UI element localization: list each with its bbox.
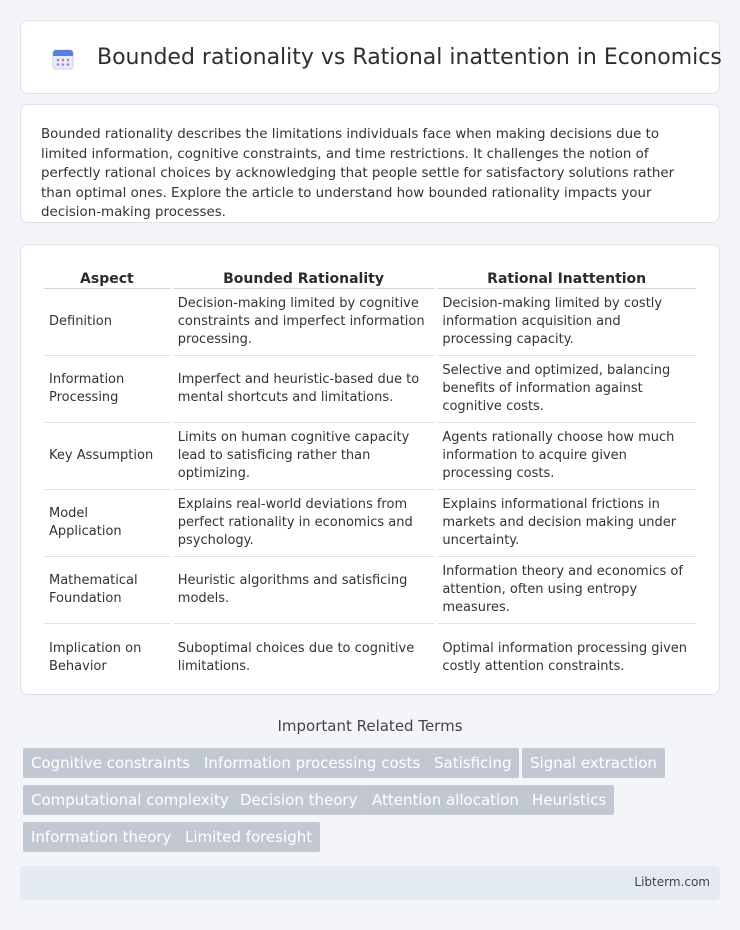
table-header-row [44,265,696,289]
row-bounded-rationality: Heuristic algorithms and satisficing models. [173,557,435,624]
comparison-table-card [20,244,720,695]
footer-site-link[interactable]: Libterm.com [634,875,710,889]
row-bounded-rationality: Imperfect and heuristic-based due to mental shortcuts and limitations. [173,356,435,423]
header-rational-inattention: Rational Inattention [437,265,696,289]
row-aspect: Information Processing [44,356,170,423]
intro-card [20,104,720,223]
row-rational-inattention: Agents rationally choose how much information to acquire given processing costs. [437,423,696,490]
row-rational-inattention: Optimal information processing given costly attention constraints. [442,640,688,674]
table-row [44,423,696,490]
comparison-table [41,265,699,691]
related-term-tag[interactable]: Information processing costs [196,748,428,778]
row-rational-inattention: Explains informational frictions in markets and decision making under uncertainty. [437,490,696,557]
related-terms-title: Important Related Terms [277,717,463,735]
row-aspect: Implication on Behavior [49,640,142,674]
table-row [44,557,696,624]
calendar-icon [51,47,75,71]
related-term-tag[interactable]: Cognitive constraints [23,748,198,778]
row-rational-inattention: Selective and optimized, balancing benefits of information against cognitive costs. [437,356,696,423]
header-aspect: Aspect [44,265,170,289]
row-aspect: Mathematical Foundation [44,557,170,624]
page-title: Bounded rationality vs Rational inattention in Economics [97,45,722,70]
related-term-tag[interactable]: Attention allocation [364,785,527,815]
row-bounded-rationality: Decision-making limited by cognitive constraints and imperfect information processing. [173,289,435,356]
row-aspect: Key Assumption [44,423,170,490]
row-bounded-rationality: Explains real-world deviations from perfect rationality in economics and psychology. [173,490,435,557]
row-bounded-rationality: Suboptimal choices due to cognitive limitations. [177,640,415,674]
row-aspect: Model Application [44,490,170,557]
table-row [44,490,696,557]
row-rational-inattention: Decision-making limited by costly information acquisition and processing capacity. [437,289,696,356]
table-row [44,289,696,356]
intro-paragraph: Bounded rationality describes the limitations individuals face when making decisions due to limited information, cognitive constraints, and time restrictions. It challenges the notion of perfectly rational choices by acknowledging that people settle for satisfactory solutions rather than optimal ones. Explore the article to understand how bounded rationality impacts your decision-making processes. [41,127,675,220]
related-term-tag[interactable]: Signal extraction [522,748,665,778]
row-bounded-rationality: Limits on human cognitive capacity lead to satisficing rather than optimizing. [173,423,435,490]
header-bounded-rationality: Bounded Rationality [173,265,435,289]
related-term-tag[interactable]: Information theory [23,822,179,852]
row-rational-inattention: Information theory and economics of attention, often using entropy measures. [437,557,696,624]
related-term-tag[interactable]: Satisficing [426,748,519,778]
row-aspect: Definition [44,289,170,356]
related-term-tag[interactable]: Computational complexity [23,785,237,815]
related-term-tag[interactable]: Limited foresight [177,822,320,852]
related-term-tag[interactable]: Heuristics [524,785,614,815]
footer [20,866,720,900]
header-card [20,20,720,94]
table-row [44,356,696,423]
table-row [44,624,696,691]
related-term-tag[interactable]: Decision theory [232,785,365,815]
